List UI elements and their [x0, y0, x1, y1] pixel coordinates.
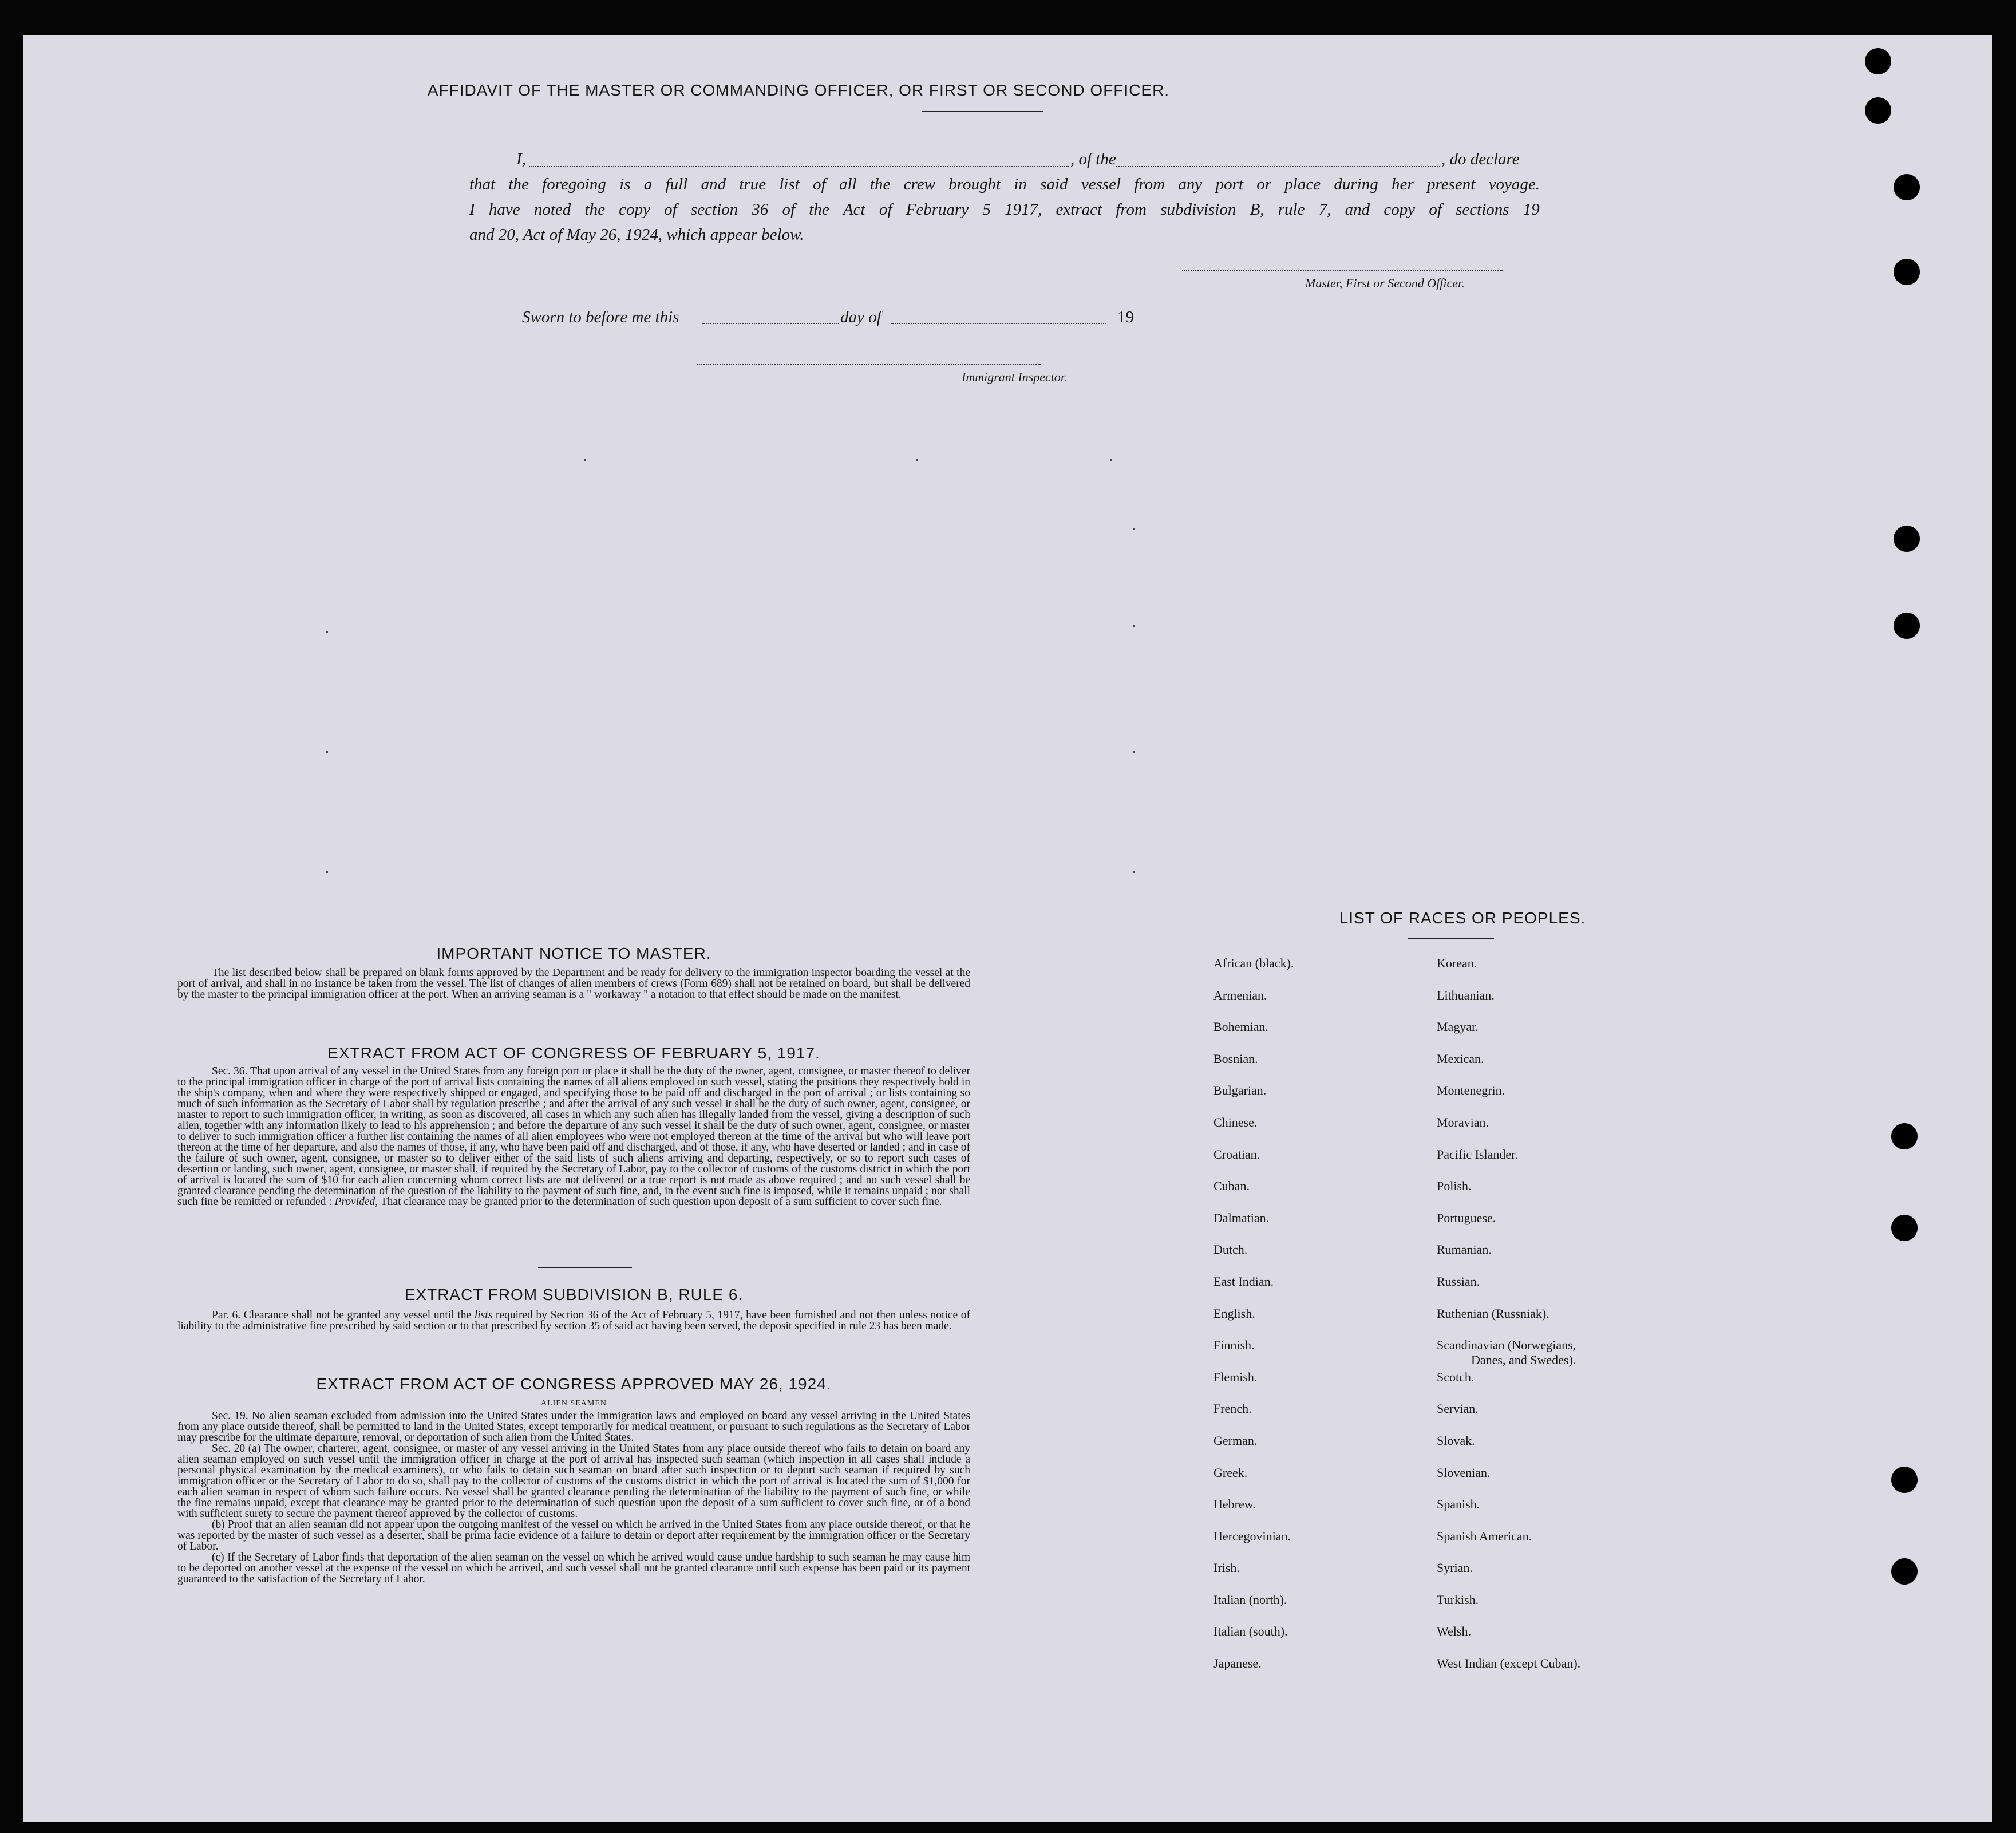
title-underline [922, 111, 1043, 112]
race-item: Slovenian. [1437, 1465, 1491, 1480]
race-item: Pacific Islander. [1437, 1147, 1518, 1162]
race-item: Dalmatian. [1213, 1210, 1270, 1225]
race-item: Irish. [1213, 1561, 1240, 1575]
affidavit-word: 7, [1318, 200, 1331, 219]
document-page [23, 35, 1992, 1822]
affidavit-word: in [1014, 175, 1027, 193]
affidavit-word: of [813, 175, 826, 193]
affidavit-word: true [739, 175, 766, 193]
race-item: Slovak. [1437, 1433, 1475, 1448]
affidavit-word: vessel [1081, 175, 1121, 193]
affidavit-word: of [1429, 200, 1442, 219]
affidavit-title: AFFIDAVIT OF THE MASTER OR COMMANDING OFFICER, OR FIRST OR SECOND OFFICER. [427, 81, 1170, 99]
affidavit-word: 19 [1523, 200, 1540, 219]
affidavit-word: extract [1056, 200, 1102, 219]
affidavit-word: I [469, 200, 475, 219]
inspector-caption: Immigrant Inspector. [962, 370, 1068, 384]
extract-1917-title: EXTRACT FROM ACT OF CONGRESS OF FEBRUARY 5, 1917. [327, 1044, 820, 1062]
race-item: Servian. [1437, 1401, 1479, 1416]
sec20b-text: (b) Proof that an alien seaman did not appear upon the outgoing manifest of the vessel on which he arrived in the United States from any place outside thereof, or that he was reported by the master of such vessel as a deserter, shall be prima facie evidence of a failure to detain or deport after requirement by the immigration officer or the Secretary of Labor. [177, 1519, 970, 1552]
race-item: Armenian. [1213, 987, 1267, 1002]
race-item: African (black). [1213, 956, 1294, 970]
affidavit-word: have [488, 200, 520, 219]
name-blank-line [529, 166, 1069, 167]
race-item: Cuban. [1213, 1179, 1250, 1194]
affidavit-word: any [1178, 175, 1203, 193]
affidavit-word: crew [903, 175, 935, 193]
affidavit-word: place [1284, 175, 1321, 193]
punch-hole [1865, 48, 1891, 74]
race-item: Finnish. [1213, 1338, 1255, 1353]
race-item: Korean. [1437, 956, 1477, 970]
affidavit-of-the: , of the [1070, 150, 1116, 168]
race-item: Bohemian. [1213, 1020, 1268, 1034]
race-item: East Indian. [1213, 1274, 1274, 1289]
affidavit-word: copy [619, 200, 650, 219]
affidavit-word: her [1392, 175, 1414, 193]
races-left-column [1213, 956, 1294, 1688]
race-item: Italian (north). [1213, 1592, 1287, 1607]
race-item: Scotch. [1437, 1369, 1475, 1384]
affidavit-word: port [1215, 175, 1243, 193]
punch-hole [1891, 1123, 1918, 1149]
race-item: Dutch. [1213, 1242, 1248, 1257]
proviso-word: Provided, [334, 1196, 378, 1208]
sworn-day-of: day of [840, 308, 881, 326]
notice-title: IMPORTANT NOTICE TO MASTER. [436, 945, 711, 962]
affidavit-word: B, [1250, 200, 1264, 219]
affidavit-word: of [782, 200, 796, 219]
section-divider [538, 1267, 632, 1268]
race-item: Lithuanian. [1437, 987, 1495, 1002]
affidavit-word: Act [843, 200, 865, 219]
affidavit-word: that [469, 175, 496, 193]
par6-end: required by Section 36 of the Act of February 5, 1917, have been furnished and not then unless notice of liability to the administrative fine prescribed by said section or to that prescribed by section 35 of said act having been served, the deposit specified in rule 23 has been made. [177, 1309, 971, 1332]
stray-dot [584, 459, 586, 461]
sec36-text: Sec. 36. That upon arrival of any vessel in the United States from any foreign port or place it shall be the duty of the owner, agent, consignee, or master thereof to deliver to the principal immigration officer in charge of the port of arrival lists containing the names of all aliens employed on such vessel, stating the positions they respectively hold in the ship's company, when and where they were respectively shipped or engaged, and specifying those to be paid off and discharged in the port of arrival ; or lists containing so much of such information as the Secretary of Labor shall by regulation prescribe ; and after the arrival of any such vessel it shall be the duty of such owner, agent, consignee, or master to report to such immigration officer, in writing, as soon as discovered, all cases in which any such alien has illegally landed from the vessel, giving a description of such alien, together with any information likely to lead to his apprehension ; and before the departure of any such vessel it shall be the duty of such owner, agent, consignee, or master to deliver to such immigration officer a further list containing the names of all alien employees who were not employed thereon at the time of the arrival but who will leave port thereon at the time of her departure, and also the names of those, if any, who have been paid off and discharged, and of those, if any, who have deserted or landed ; and in case of the failure of such owner, agent, consignee, or master so to deliver either of the said lists of such aliens arriving and departing, respectively, or so to report such cases of desertion or landing, such owner, agent, consignee, or master shall, if required by the Secretary of Labor, pay to the collector of customs of the customs district in which the port of arrival is located the sum of $10 for each alien concerning whom correct lists are not delivered or a true report is not made as above required ; and no such vessel shall be granted clearance pending the determination of the question of the liability to the payment of such fine, and, in the event such fine is imposed, while it remains unpaid ; nor shall such fine be remitted or refunded : [177, 1065, 970, 1208]
punch-hole [1894, 174, 1920, 200]
race-item: Magyar. [1437, 1020, 1479, 1034]
race-item: Croatian. [1213, 1147, 1260, 1162]
stray-dot [326, 751, 328, 753]
sec19-text: Sec. 19. No alien seaman excluded from admission into the United States under the immigration laws and employed on board any vessel arriving in the United States from any place outside thereof, shall be permitted to land in the United States, except temporarily for medical treatment, or pursuant to such regulations as the Secretary of Labor may prescribe for the ultimate departure, removal, or deportation of such alien from the United States. [177, 1410, 970, 1444]
rule6-body [177, 1310, 970, 1332]
affidavit-word: 5 [982, 200, 991, 219]
race-item: Syrian. [1437, 1561, 1473, 1575]
sworn-day-line [702, 323, 839, 324]
stray-dot [1133, 528, 1135, 530]
races-right-column [1437, 956, 1580, 1688]
race-item: Montenegrin. [1437, 1083, 1505, 1098]
stray-dot [916, 459, 918, 461]
sec36-end: That clearance may be granted prior to the determination of such question upon deposit of a sum sufficient to cover such fine. [380, 1196, 942, 1208]
affidavit-word: 1917, [1005, 200, 1042, 219]
affidavit-word: present [1427, 175, 1476, 193]
lists-word: lists [474, 1309, 493, 1321]
affidavit-word: from [1134, 175, 1165, 193]
affidavit-i: I, [516, 150, 526, 168]
races-title: LIST OF RACES OR PEOPLES. [1339, 909, 1586, 927]
stray-dot [1133, 625, 1135, 627]
punch-hole [1865, 97, 1891, 124]
affidavit-word: is [619, 175, 631, 193]
affidavit-word: subdivision [1160, 200, 1236, 219]
extract-1917-body [177, 1066, 970, 1207]
punch-hole [1891, 1215, 1918, 1241]
sec20c-text: (c) If the Secretary of Labor finds that deportation of the alien seaman on the vessel on which he arrived would cause undue hardship to such seaman he may cause him to be deported on another vessel at the expense of the vessel on which he arrived, and such vessel shall not be granted clearance until such expense has been paid or its payment guaranteed to the satisfaction of the Secretary of Labor. [177, 1551, 970, 1585]
affidavit-line-4: and 20, Act of May 26, 1924, which appear below. [469, 226, 804, 244]
race-item: Hebrew. [1213, 1497, 1256, 1512]
affidavit-word: 36 [752, 200, 769, 219]
sec20a-text: Sec. 20 (a) The owner, charterer, agent, consignee, or master of any vessel arriving in the United States from any place outside thereof who fails to detain on board any alien seaman employed on such vessel until the immigration officer in charge at the port of arrival has inspected such seaman (which inspection in all cases shall include a personal physical examination by the medical examiners), or who fails to detain such seaman on board after such inspection or to deport such seaman if required by such immigration officer or the Secretary of Labor to do so, shall pay to the collector of customs of the customs district in which the port of arrival is located the sum of $1,000 for each alien seaman in respect of whom such failure occurs. No vessel shall be granted clearance pending the determination of the liability to the payment of such fine, or while the fine remains unpaid, except that clearance may be granted prior to the determination of such question upon the deposit of a sum sufficient to cover such fine, or of a bond with sufficient surety to secure the payment thereof approved by the collector of customs. [177, 1443, 970, 1520]
race-item: West Indian (except Cuban). [1437, 1656, 1581, 1671]
affidavit-word: and [701, 175, 726, 193]
affidavit-word: of [664, 200, 677, 219]
affidavit-word: from [1116, 200, 1147, 219]
punch-hole [1894, 259, 1920, 285]
races-title-underline [1408, 938, 1494, 939]
vessel-blank-line [1116, 166, 1440, 167]
stray-dot [326, 871, 328, 873]
affidavit-word: foregoing [542, 175, 606, 193]
race-item: Hercegovinian. [1213, 1528, 1291, 1543]
affidavit-word: during [1334, 175, 1378, 193]
affidavit-word: said [1040, 175, 1068, 193]
affidavit-word: the [584, 200, 605, 219]
affidavit-word: a [643, 175, 653, 193]
affidavit-line-3 [469, 200, 1540, 219]
race-item: Bulgarian. [1213, 1083, 1267, 1098]
affidavit-word: section [690, 200, 738, 219]
affidavit-word: copy [1383, 200, 1416, 219]
race-item: French. [1213, 1401, 1252, 1416]
race-item: Ruthenian (Russniak). [1437, 1306, 1549, 1321]
alien-seamen-subtitle: ALIEN SEAMEN [540, 1399, 607, 1408]
affidavit-word: of [879, 200, 892, 219]
stray-dot [1133, 751, 1135, 753]
master-signature-line [1182, 270, 1503, 271]
affidavit-word: the [508, 175, 529, 193]
stray-dot [1110, 459, 1112, 461]
notice-text: The list described below shall be prepared on blank forms approved by the Department and be ready for delivery to the immigration inspector boarding the vessel at the port of arrival, and shall in no instance be taken from the vessel. The list of changes of alien members of crews (Form 689) shall not be retained on board, but shall be delivered by the master to the principal immigration officer at the port. When an arriving seaman is a " workaway " a notation to that effect should be made on the manifest. [177, 967, 970, 1001]
affidavit-word: noted [533, 200, 571, 219]
rule6-title: EXTRACT FROM SUBDIVISION B, RULE 6. [404, 1286, 744, 1303]
race-item: Chinese. [1213, 1115, 1258, 1129]
sworn-year: 19 [1117, 308, 1134, 326]
affidavit-word: February [906, 200, 969, 219]
race-item: Russian. [1437, 1274, 1480, 1289]
affidavit-word: sections [1456, 200, 1509, 219]
race-item: Bosnian. [1213, 1051, 1258, 1066]
affidavit-word: voyage. [1488, 175, 1540, 193]
race-item: Mexican. [1437, 1051, 1484, 1066]
affidavit-declare: , do declare [1441, 150, 1520, 168]
race-item: Spanish American. [1437, 1528, 1532, 1543]
stray-dot [1133, 871, 1135, 873]
punch-hole [1894, 613, 1920, 639]
affidavit-word: full [665, 175, 688, 193]
race-item: Portuguese. [1437, 1210, 1496, 1225]
race-item: German. [1213, 1433, 1258, 1448]
sworn-month-line [891, 323, 1106, 324]
race-item: English. [1213, 1306, 1255, 1321]
affidavit-word: rule [1278, 200, 1305, 219]
affidavit-word: list [779, 175, 800, 193]
extract-1924-title: EXTRACT FROM ACT OF CONGRESS APPROVED MAY 26, 1924. [316, 1375, 832, 1393]
race-item: Rumanian. [1437, 1242, 1492, 1257]
race-item: Welsh. [1437, 1624, 1471, 1639]
race-item: Spanish. [1437, 1497, 1480, 1512]
race-item: Greek. [1213, 1465, 1248, 1480]
affidavit-line-2 [469, 175, 1540, 194]
sworn-text: Sworn to before me this [522, 308, 679, 326]
race-scandinavian-continued: Danes, and Swedes). [1471, 1353, 1576, 1368]
extract-1924-body [177, 1411, 970, 1585]
race-item: Polish. [1437, 1179, 1472, 1194]
master-caption: Master, First or Second Officer. [1305, 276, 1465, 290]
stray-dot [326, 631, 328, 633]
affidavit-word: and [1345, 200, 1370, 219]
punch-hole [1891, 1558, 1918, 1585]
affidavit-word: the [809, 200, 829, 219]
race-item: Turkish. [1437, 1592, 1479, 1607]
inspector-signature-line [697, 364, 1041, 365]
punch-hole [1891, 1467, 1918, 1493]
race-item: Scandinavian (Norwegians, [1437, 1338, 1576, 1353]
race-item: Italian (south). [1213, 1624, 1288, 1639]
affidavit-word: all [839, 175, 857, 193]
affidavit-word: or [1256, 175, 1271, 193]
race-item: Flemish. [1213, 1369, 1258, 1384]
affidavit-word: brought [948, 175, 1001, 193]
race-item: Moravian. [1437, 1115, 1489, 1129]
affidavit-word: the [869, 175, 891, 193]
race-item: Japanese. [1213, 1656, 1262, 1671]
punch-hole [1894, 526, 1920, 552]
par6-text: Par. 6. Clearance shall not be granted any vessel until the [212, 1309, 472, 1321]
notice-body [177, 967, 970, 1000]
